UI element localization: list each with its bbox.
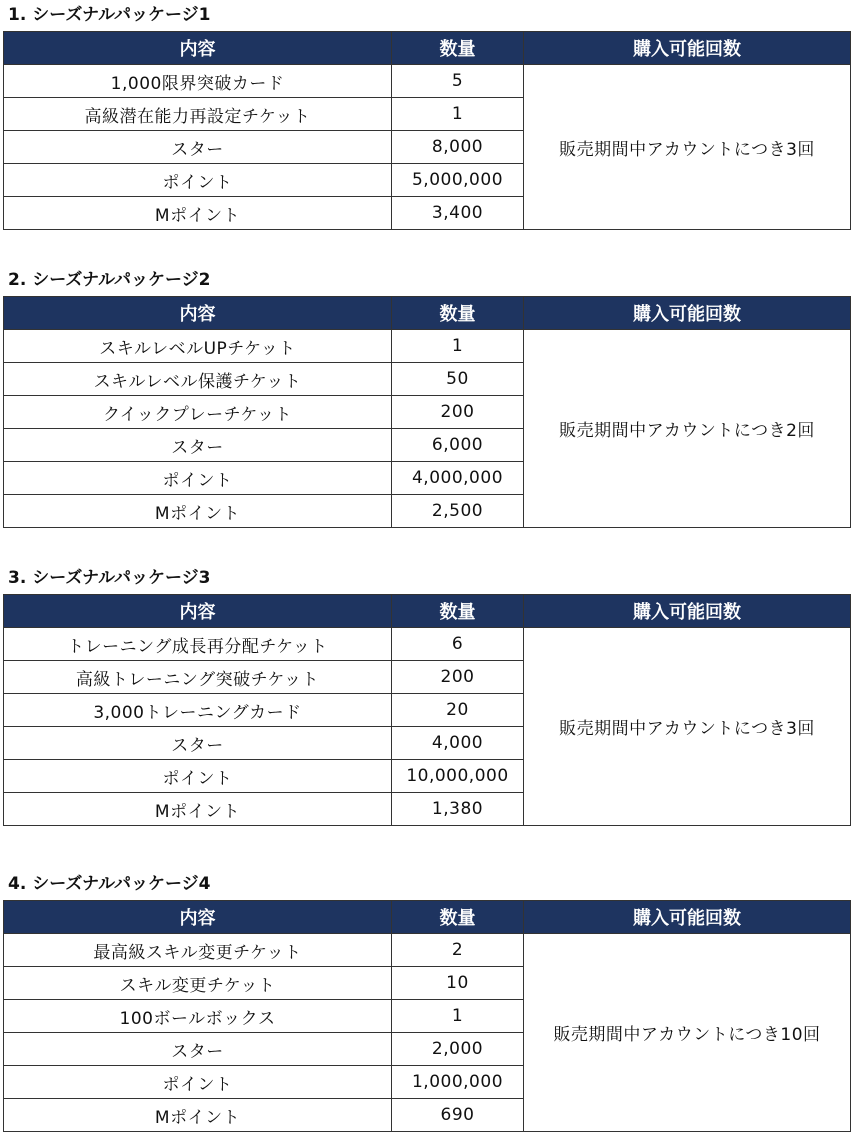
package-table bbox=[3, 296, 851, 528]
item-quantity: 690 bbox=[392, 1099, 524, 1132]
header-quantity: 数量 bbox=[392, 595, 524, 628]
purchase-limit: 販売期間中アカウントにつき2回 bbox=[524, 330, 851, 528]
item-quantity: 6 bbox=[392, 628, 524, 661]
purchase-limit: 販売期間中アカウントにつき3回 bbox=[524, 628, 851, 826]
item-name: スキルレベル保護チケット bbox=[4, 363, 392, 396]
package-table bbox=[3, 594, 851, 826]
header-content: 内容 bbox=[4, 901, 392, 934]
table-header-row bbox=[4, 297, 851, 330]
header-quantity: 数量 bbox=[392, 297, 524, 330]
purchase-limit: 販売期間中アカウントにつき3回 bbox=[524, 65, 851, 230]
package-title: 1. シーズナルパッケージ1 bbox=[8, 5, 211, 25]
item-quantity: 20 bbox=[392, 694, 524, 727]
item-name: ポイント bbox=[4, 1066, 392, 1099]
item-name: 100ボールボックス bbox=[4, 1000, 392, 1033]
item-name: スター bbox=[4, 1033, 392, 1066]
table-header-row bbox=[4, 32, 851, 65]
item-name: Mポイント bbox=[4, 495, 392, 528]
item-quantity: 10,000,000 bbox=[392, 760, 524, 793]
header-purchase-limit: 購入可能回数 bbox=[524, 32, 851, 65]
header-quantity: 数量 bbox=[392, 32, 524, 65]
item-name: ポイント bbox=[4, 462, 392, 495]
item-name: スター bbox=[4, 727, 392, 760]
item-quantity: 1 bbox=[392, 98, 524, 131]
item-name: スキルレベルUPチケット bbox=[4, 330, 392, 363]
item-quantity: 4,000,000 bbox=[392, 462, 524, 495]
header-content: 内容 bbox=[4, 297, 392, 330]
package-table bbox=[3, 900, 851, 1132]
item-quantity: 50 bbox=[392, 363, 524, 396]
item-quantity: 1 bbox=[392, 1000, 524, 1033]
table-row bbox=[4, 330, 851, 363]
item-quantity: 4,000 bbox=[392, 727, 524, 760]
package-title: 2. シーズナルパッケージ2 bbox=[8, 270, 211, 290]
item-quantity: 6,000 bbox=[392, 429, 524, 462]
item-name: 1,000限界突破カード bbox=[4, 65, 392, 98]
item-quantity: 2,500 bbox=[392, 495, 524, 528]
item-name: スター bbox=[4, 131, 392, 164]
package-title: 4. シーズナルパッケージ4 bbox=[8, 874, 211, 894]
table-header-row bbox=[4, 595, 851, 628]
item-quantity: 2,000 bbox=[392, 1033, 524, 1066]
table-row bbox=[4, 65, 851, 98]
item-name: ポイント bbox=[4, 760, 392, 793]
item-quantity: 5 bbox=[392, 65, 524, 98]
item-name: 最高級スキル変更チケット bbox=[4, 934, 392, 967]
item-name: Mポイント bbox=[4, 197, 392, 230]
table-row bbox=[4, 628, 851, 661]
item-quantity: 1,000,000 bbox=[392, 1066, 524, 1099]
item-quantity: 3,400 bbox=[392, 197, 524, 230]
header-purchase-limit: 購入可能回数 bbox=[524, 297, 851, 330]
item-name: クイックプレーチケット bbox=[4, 396, 392, 429]
item-quantity: 2 bbox=[392, 934, 524, 967]
header-purchase-limit: 購入可能回数 bbox=[524, 595, 851, 628]
item-name: 高級潜在能力再設定チケット bbox=[4, 98, 392, 131]
package-title: 3. シーズナルパッケージ3 bbox=[8, 568, 211, 588]
item-name: 高級トレーニング突破チケット bbox=[4, 661, 392, 694]
item-quantity: 10 bbox=[392, 967, 524, 1000]
item-name: トレーニング成長再分配チケット bbox=[4, 628, 392, 661]
purchase-limit: 販売期間中アカウントにつき10回 bbox=[524, 934, 851, 1132]
header-purchase-limit: 購入可能回数 bbox=[524, 901, 851, 934]
item-quantity: 200 bbox=[392, 661, 524, 694]
item-quantity: 200 bbox=[392, 396, 524, 429]
item-quantity: 5,000,000 bbox=[392, 164, 524, 197]
table-header-row bbox=[4, 901, 851, 934]
item-quantity: 1,380 bbox=[392, 793, 524, 826]
item-name: ポイント bbox=[4, 164, 392, 197]
item-name: 3,000トレーニングカード bbox=[4, 694, 392, 727]
header-quantity: 数量 bbox=[392, 901, 524, 934]
header-content: 内容 bbox=[4, 595, 392, 628]
item-quantity: 1 bbox=[392, 330, 524, 363]
item-name: スキル変更チケット bbox=[4, 967, 392, 1000]
header-content: 内容 bbox=[4, 32, 392, 65]
package-table bbox=[3, 31, 851, 230]
item-name: スター bbox=[4, 429, 392, 462]
item-name: Mポイント bbox=[4, 1099, 392, 1132]
item-quantity: 8,000 bbox=[392, 131, 524, 164]
item-name: Mポイント bbox=[4, 793, 392, 826]
table-row bbox=[4, 934, 851, 967]
